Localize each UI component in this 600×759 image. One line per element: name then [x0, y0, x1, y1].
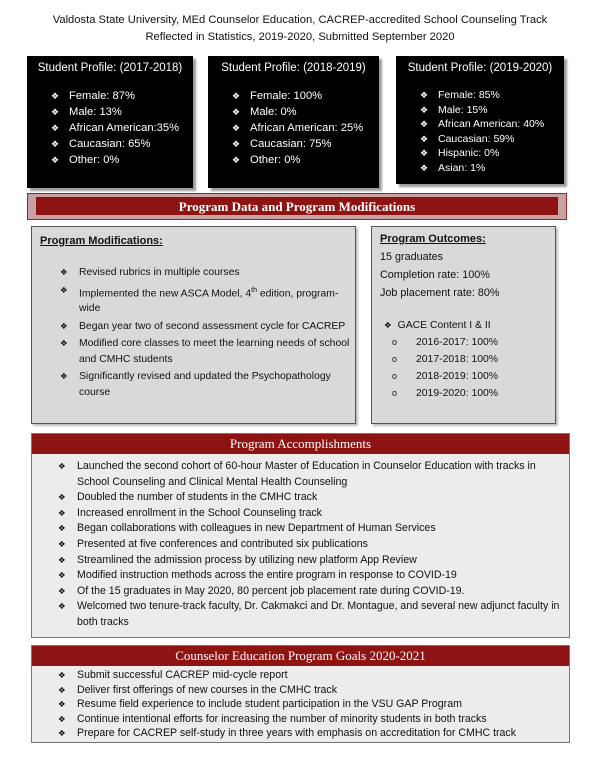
diamond-bullet-icon: ❖	[51, 155, 60, 165]
diamond-bullet-icon: ❖	[58, 507, 66, 518]
accomplishment-item: ❖ Modified instruction methods across the entire program in response to COVID-19	[58, 568, 561, 584]
profile-heading: Student Profile: (2017-2018)	[37, 62, 183, 74]
diamond-bullet-icon: ❖	[58, 585, 66, 596]
profile-item: ❖ Female: 87%	[51, 90, 135, 102]
outcome-completion-rate: Completion rate: 100%	[380, 269, 490, 281]
gace-year: o 2019-2020: 100%	[392, 388, 499, 399]
diamond-bullet-icon: ❖	[51, 91, 60, 101]
profile-item: ❖ Male: 15%	[420, 103, 488, 116]
modification-item: ❖ Revised rubrics in multiple courses	[60, 265, 350, 281]
program-goals-section	[31, 645, 570, 743]
diamond-bullet-icon: ❖	[58, 554, 66, 565]
diamond-bullet-icon: ❖	[58, 461, 66, 471]
outcome-job-placement: Job placement rate: 80%	[380, 287, 500, 299]
program-modifications-box	[31, 226, 356, 424]
profile-item: ❖ Male: 13%	[51, 106, 122, 118]
title-line-1: Valdosta State University, MEd Counselor Education, CACREP-accredited School Counseling Track	[52, 14, 548, 26]
student-profile-2018-2019	[208, 56, 379, 188]
accomplishment-item: ❖ Increased enrollment in the School Counseling track	[58, 506, 561, 522]
diamond-bullet-icon: ❖	[420, 104, 429, 115]
gace-year: o 2018-2019: 100%	[392, 371, 499, 382]
circle-bullet-icon: o	[392, 337, 398, 347]
accomplishment-item: ❖ Streamlined the admission process by utilizing new platform App Review	[58, 553, 561, 569]
accomplishment-item: ❖ Began collaborations with colleagues in new Department of Human Services	[58, 521, 561, 537]
gace-year: o 2017-2018: 100%	[392, 354, 499, 365]
profile-heading: Student Profile: (2018-2019)	[221, 62, 366, 74]
diamond-bullet-icon: ❖	[58, 670, 66, 680]
accomplishment-item: ❖ Of the 15 graduates in May 2020, 80 percent job placement rate during COVID-19.	[58, 584, 561, 600]
outcomes-heading: Program Outcomes:	[380, 233, 486, 245]
profile-item: ❖ Hispanic: 0%	[420, 147, 500, 159]
diamond-bullet-icon: ❖	[51, 123, 60, 133]
diamond-bullet-icon: ❖	[420, 119, 429, 129]
gace-year: o 2016-2017: 100%	[392, 337, 499, 348]
profile-item: ❖ Other: 0%	[51, 154, 120, 166]
diamond-bullet-icon: ❖	[60, 267, 68, 277]
goal-item: ❖ Resume field experience to include student participation in the VSU GAP Program	[58, 698, 462, 711]
outcome-graduates: 15 graduates	[380, 251, 444, 263]
diamond-bullet-icon: ❖	[60, 371, 68, 382]
modification-item: ❖ Significantly revised and updated the Psychopathology course	[60, 371, 331, 398]
student-profile-2017-2018	[27, 56, 193, 188]
student-profile-2019-2020	[396, 56, 564, 184]
modification-item: ❖ Implemented the new ASCA Model, 4th edition, program-wide	[60, 284, 339, 315]
goal-item: ❖ Continue intentional efforts for increasing the number of minority students in both tracks	[58, 712, 487, 725]
diamond-bullet-icon: ❖	[232, 139, 241, 149]
accomplishments-heading: Program Accomplishments	[32, 434, 569, 454]
title-line-2: Reflected in Statistics, 2019-2020, Submitted September 2020	[145, 31, 455, 43]
diamond-bullet-icon: ❖	[420, 133, 429, 144]
modification-item: ❖ Modified core classes to meet the learning needs of school and CMHC students	[60, 338, 350, 365]
diamond-bullet-icon: ❖	[60, 284, 68, 295]
diamond-bullet-icon: ❖	[58, 728, 66, 739]
diamond-bullet-icon: ❖	[58, 538, 66, 549]
program-accomplishments-section	[31, 433, 570, 638]
program-outcomes-box	[371, 226, 556, 424]
goal-item: ❖ Submit successful CACREP mid-cycle report	[58, 669, 288, 681]
diamond-bullet-icon: ❖	[60, 320, 68, 331]
goals-heading: Counselor Education Program Goals 2020-2021	[32, 646, 569, 666]
diamond-bullet-icon: ❖	[58, 570, 66, 581]
profile-heading: Student Profile: (2019-2020)	[407, 62, 553, 74]
profile-item: ❖ Caucasian: 65%	[51, 138, 151, 150]
profile-item: ❖ African American: 40%	[420, 118, 545, 130]
accomplishment-item: ❖ Welcomed two tenure-track faculty, Dr. Cakmakci and Dr. Montague, and several new adjunct faculty in both tracks	[58, 600, 560, 628]
diamond-bullet-icon: ❖	[232, 107, 241, 117]
diamond-bullet-icon: ❖	[232, 91, 241, 101]
circle-bullet-icon: o	[392, 388, 398, 398]
diamond-bullet-icon: ❖	[58, 684, 66, 695]
accomplishment-item: ❖ Launched the second cohort of 60-hour Master of Education in Counselor Education with tracks in School Counseling and Clinical Mental Health Counseling	[58, 460, 536, 488]
profile-item: ❖ Other: 0%	[232, 154, 301, 166]
modification-item: ❖ Began year two of second assessment cycle for CACREP	[60, 319, 350, 335]
diamond-bullet-icon: ❖	[58, 601, 66, 612]
diamond-bullet-icon: ❖	[51, 107, 60, 117]
diamond-bullet-icon: ❖	[58, 523, 66, 534]
profile-item: ❖ Female: 100%	[232, 90, 323, 102]
diamond-bullet-icon: ❖	[232, 155, 241, 165]
diamond-bullet-icon: ❖	[58, 713, 66, 724]
circle-bullet-icon: o	[392, 371, 398, 381]
profile-item: ❖ African American:35%	[51, 122, 180, 134]
profile-item: ❖ African American: 25%	[232, 122, 364, 134]
diamond-bullet-icon: ❖	[58, 699, 66, 710]
diamond-bullet-icon: ❖	[232, 123, 241, 133]
profile-item: ❖ Caucasian: 59%	[420, 132, 515, 145]
accomplishment-item: ❖ Doubled the number of students in the CMHC track	[58, 490, 561, 506]
profile-item: ❖ Asian: 1%	[420, 161, 486, 174]
diamond-bullet-icon: ❖	[60, 338, 68, 349]
document-title	[20, 12, 580, 46]
modifications-heading: Program Modifications:	[40, 235, 163, 247]
goal-item: ❖ Prepare for CACREP self-study in three years with emphasis on accreditation for CMHC track	[58, 727, 517, 740]
gace-label: ❖ GACE Content I & II	[384, 320, 491, 331]
profile-item: ❖ Female: 85%	[420, 89, 500, 101]
profile-item: ❖ Male: 0%	[232, 106, 297, 118]
program-data-banner	[27, 193, 567, 220]
diamond-bullet-icon: ❖	[420, 90, 429, 100]
goal-item: ❖ Deliver first offerings of new courses in the CMHC track	[58, 683, 338, 696]
diamond-bullet-icon: ❖	[58, 492, 66, 503]
diamond-bullet-icon: ❖	[420, 162, 429, 173]
diamond-bullet-icon: ❖	[384, 320, 392, 330]
circle-bullet-icon: o	[392, 354, 398, 364]
accomplishment-item: ❖ Presented at five conferences and contributed six publications	[58, 537, 561, 553]
diamond-bullet-icon: ❖	[51, 139, 60, 149]
banner-label: Program Data and Program Modifications	[36, 197, 558, 215]
diamond-bullet-icon: ❖	[420, 148, 429, 158]
profile-item: ❖ Caucasian: 75%	[232, 138, 332, 150]
